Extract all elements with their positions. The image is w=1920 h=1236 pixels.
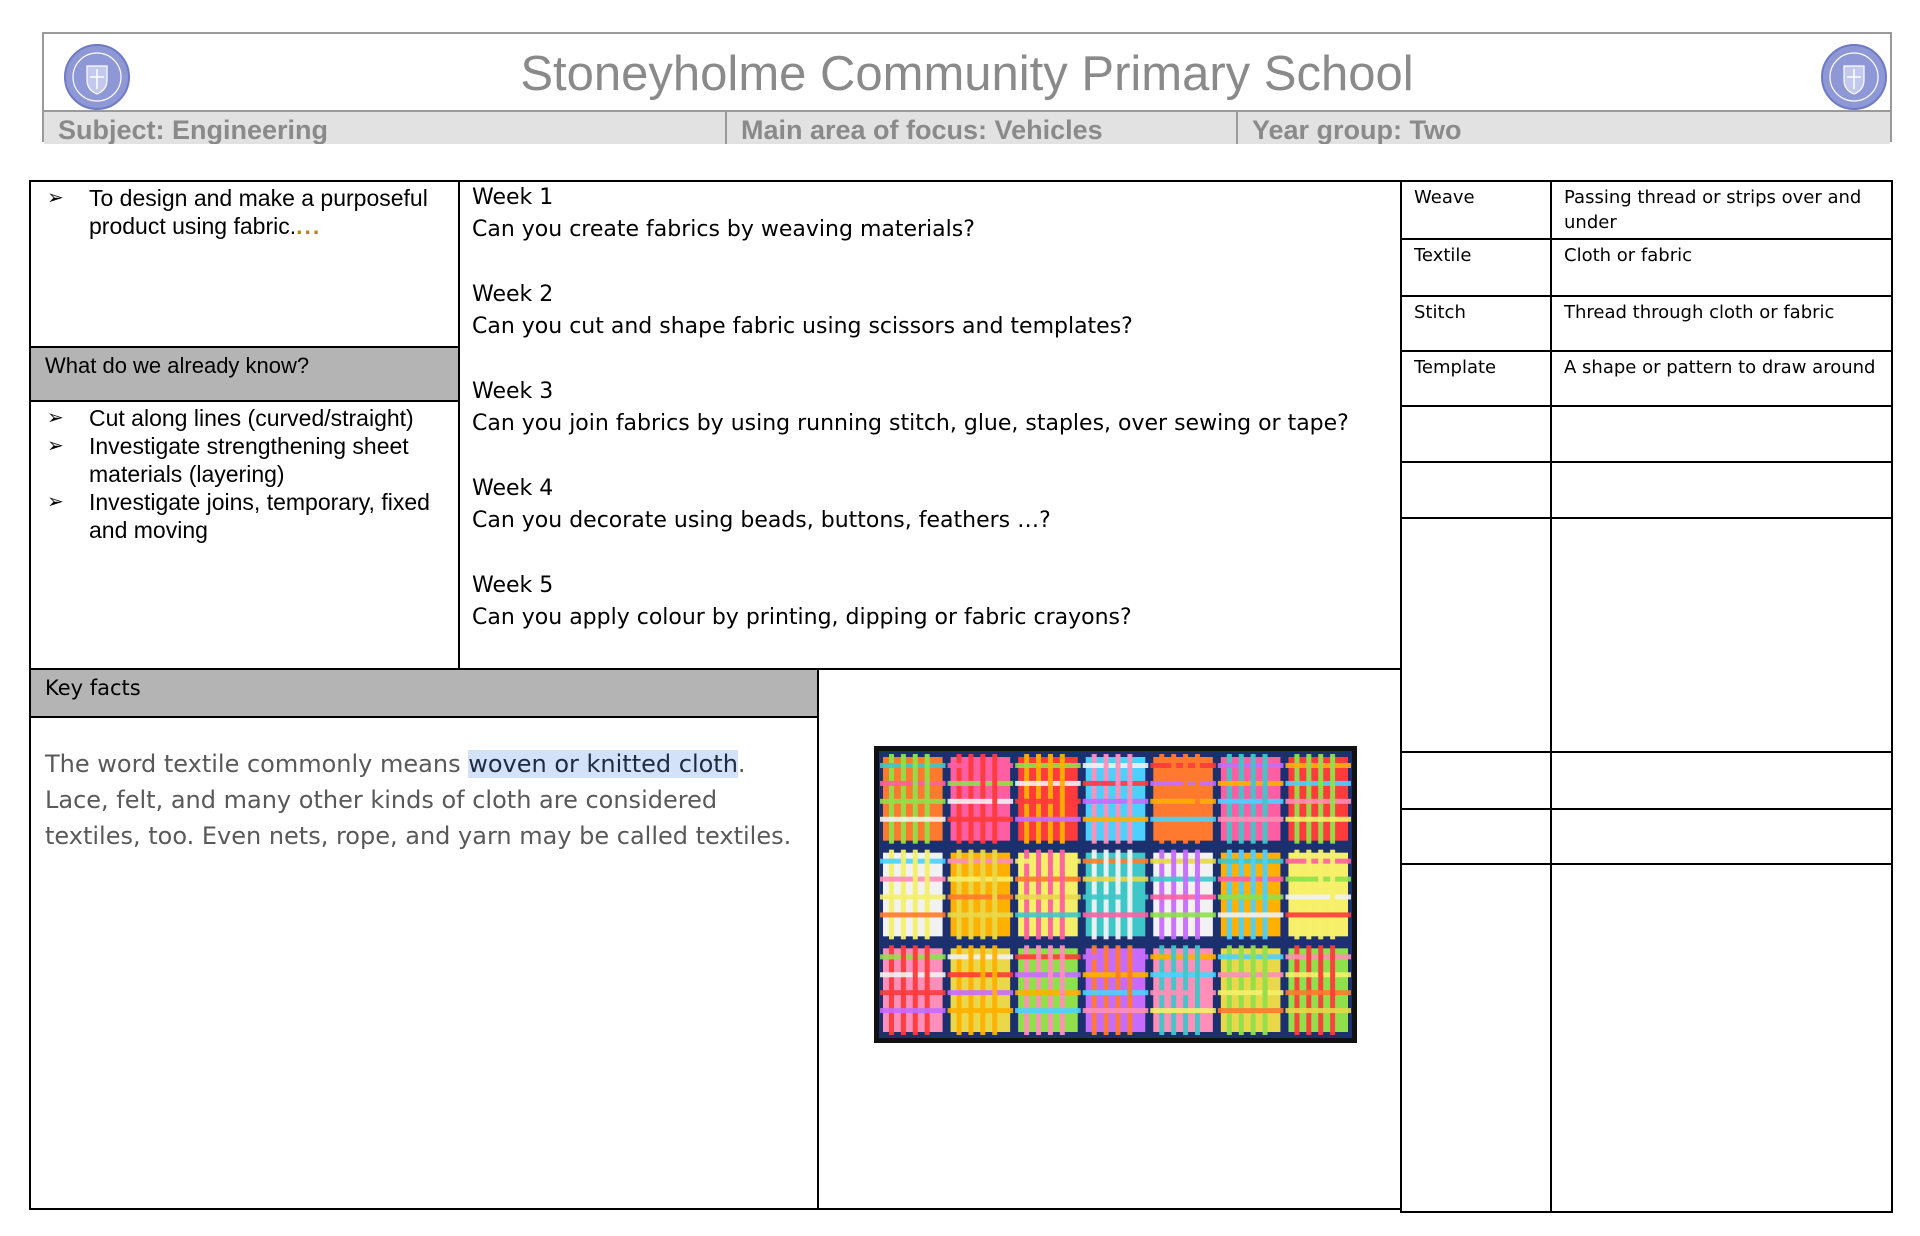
vocab-term [1401,462,1551,518]
week-label: Week 2 [472,282,554,307]
vocab-definition [1551,864,1892,1212]
weave-strip-vertical [980,945,985,1035]
weave-strip-horizontal [1218,799,1284,804]
week-block [472,570,1400,634]
weave-strip-horizontal [1218,763,1284,768]
key-facts-text: The word textile commonly means woven or knitted cloth. Lace, felt, and many other kinds of cloth are considered textiles, too. Even nets, rope, and yarn may be called textiles. [45,750,792,850]
weave-strip-vertical [1104,945,1109,1035]
weave-strip-vertical [1306,945,1311,1035]
week-block [472,279,1400,343]
vocab-definition: A shape or pattern to draw around [1551,351,1892,406]
weave-strip-vertical [1127,754,1132,844]
arrow-bullet-icon: ➢ [47,407,64,429]
week-block [472,182,1400,246]
weave-strip-horizontal [1150,799,1216,804]
weave-strip-horizontal [1015,990,1081,995]
spell-check-marker: ... [296,213,322,239]
weave-strip-vertical [925,850,930,940]
image-box [817,668,1402,1210]
weave-strip-vertical [1251,945,1256,1035]
weave-strip-horizontal [948,954,1014,959]
weave-strip-vertical [1195,850,1200,940]
weave-strip-horizontal [1150,990,1216,995]
weave-strip-horizontal [1218,972,1284,977]
weave-strip-horizontal [1285,799,1351,804]
vocab-definition [1551,518,1892,752]
weave-strip-horizontal [1218,895,1284,900]
week-label: Week 4 [472,476,554,501]
vocab-term [1401,809,1551,864]
weave-strip-horizontal [880,954,946,959]
vocab-definition: Thread through cloth or fabric [1551,296,1892,351]
weave-strip-horizontal [1285,1008,1351,1013]
weave-strip-horizontal [1218,877,1284,882]
list-item: ➢ Investigate joins, temporary, fixed and moving [47,489,430,543]
weave-strip-horizontal [1218,817,1284,822]
weave-strip-vertical [1127,945,1132,1035]
weave-strip-vertical [1330,754,1335,844]
table-row [1401,518,1892,752]
weave-strip-horizontal [1015,972,1081,977]
weave-strip-horizontal [1218,912,1284,917]
vocabulary-table [1400,180,1893,1213]
vocab-term [1401,752,1551,809]
weave-strip-vertical [1060,945,1065,1035]
weave-strip-horizontal [948,877,1014,882]
weave-strip-horizontal [948,990,1014,995]
vocab-definition: Cloth or fabric [1551,239,1892,296]
weave-strip-horizontal [1218,1008,1284,1013]
weave-strip-horizontal [1015,817,1081,822]
weave-strip-vertical [1239,945,1244,1035]
week-question: Can you join fabrics by using running stitch, glue, staples, over sewing or tape? [472,411,1349,436]
vocab-definition [1551,752,1892,809]
vocab-term: Template [1401,351,1551,406]
table-row [1401,351,1892,406]
weave-strip-vertical [1171,945,1176,1035]
weave-strip-vertical [901,945,906,1035]
weave-strip-horizontal [1015,799,1081,804]
week-label: Week 5 [472,573,554,598]
prior-knowledge-box [29,400,460,670]
objective-box [29,180,460,348]
list-item: ➢ Investigate strengthening sheet materials (layering) [47,433,409,487]
weave-strip-horizontal [1015,763,1081,768]
weave-strip-horizontal [1150,781,1216,786]
weave-strip-horizontal [1218,954,1284,959]
weave-strip-horizontal [1150,972,1216,977]
table-row [1401,462,1892,518]
weave-strip-vertical [1183,945,1188,1035]
week-block [472,376,1400,440]
vocab-definition [1551,462,1892,518]
weave-strip-horizontal [948,781,1014,786]
weave-strip-horizontal [1015,954,1081,959]
vocab-definition [1551,809,1892,864]
header-info-bar [44,110,1890,144]
weave-strip-vertical [1330,945,1335,1035]
weave-strip-horizontal [880,817,946,822]
weave-strip-vertical [1048,945,1053,1035]
page-header [42,32,1892,142]
vocab-term [1401,864,1551,1212]
weave-strip-horizontal [948,1008,1014,1013]
weave-strip-horizontal [1285,912,1351,917]
week-block [472,473,1400,537]
weave-strip-vertical [1195,945,1200,1035]
weave-strip-horizontal [1150,912,1216,917]
weave-strip-horizontal [1015,781,1081,786]
weave-strip-horizontal [1150,859,1216,864]
weave-strip-vertical [925,754,930,844]
weave-strip-horizontal [880,859,946,864]
arrow-bullet-icon: ➢ [47,491,64,513]
arrow-bullet-icon: ➢ [47,435,64,457]
weave-strip-horizontal [1015,1008,1081,1013]
vocab-term [1401,406,1551,462]
weave-strip-horizontal [1083,799,1149,804]
weave-strip-horizontal [948,817,1014,822]
weave-strip-horizontal [880,990,946,995]
arrow-bullet-icon: ➢ [47,187,64,209]
objective-item: ➢ To design and make a purposeful product using fabric.... [47,185,428,239]
table-row [1401,406,1892,462]
weave-strip-vertical [992,850,997,940]
prior-knowledge-list [31,404,458,544]
list-item: ➢ Cut along lines (curved/straight) [47,405,414,431]
weave-strip-horizontal [880,912,946,917]
weave-strip-horizontal [1083,1008,1149,1013]
year-group-label: Year group: Two [1252,115,1462,144]
table-row [1401,752,1892,809]
vocab-term: Textile [1401,239,1551,296]
school-crest-right-icon [1821,44,1887,110]
weave-strip-vertical [1060,850,1065,940]
weave-strip-horizontal [1218,781,1284,786]
weave-strip-horizontal [880,799,946,804]
weave-strip-vertical [1195,754,1200,844]
week-question: Can you cut and shape fabric using scissors and templates? [472,314,1133,339]
weave-strip-horizontal [1015,859,1081,864]
vocabulary-panel [1400,180,1893,1210]
weave-strip-horizontal [880,972,946,977]
school-name: Stoneyholme Community Primary School [520,47,1414,101]
weave-strip-horizontal [948,972,1014,977]
weave-strip-horizontal [1015,877,1081,882]
weave-strip-horizontal [880,781,946,786]
vocab-definition: Passing thread or strips over and under [1551,181,1892,239]
weave-strip-horizontal [1015,912,1081,917]
table-row [1401,864,1892,1212]
weave-strip-vertical [1330,850,1335,940]
weave-strip-horizontal [1083,895,1149,900]
weave-strip-horizontal [948,895,1014,900]
prior-knowledge-heading: What do we already know? [29,346,460,402]
week-label: Week 1 [472,185,554,210]
weave-strip-vertical [913,945,918,1035]
weave-strip-horizontal [880,1008,946,1013]
key-facts-box [29,716,819,1210]
week-label: Week 3 [472,379,554,404]
weave-strip-horizontal [948,859,1014,864]
weave-strip-vertical [1318,945,1323,1035]
table-row [1401,239,1892,296]
vocab-term [1401,518,1551,752]
weaving-artwork-image [874,746,1357,1043]
week-question: Can you apply colour by printing, dipping or fabric crayons? [472,605,1132,630]
weave-strip-horizontal [1150,895,1216,900]
weave-strip-vertical [1127,850,1132,940]
weave-strip-horizontal [1083,817,1149,822]
weave-strip-horizontal [948,912,1014,917]
weave-strip-horizontal [1150,954,1216,959]
objective-list [31,184,458,240]
weave-strip-horizontal [1218,990,1284,995]
weave-strip-horizontal [1285,895,1351,900]
weave-strip-vertical [1263,850,1268,940]
weave-strip-horizontal [948,799,1014,804]
subject-label: Subject: Engineering [44,112,727,144]
weave-strip-horizontal [880,877,946,882]
weave-strip-horizontal [880,763,946,768]
vocab-term: Stitch [1401,296,1551,351]
weave-strip-vertical [925,945,930,1035]
weave-strip-horizontal [1150,877,1216,882]
weekly-questions-box [458,180,1402,670]
vocab-definition [1551,406,1892,462]
weave-strip-horizontal [1150,763,1216,768]
weave-strip-horizontal [948,763,1014,768]
weave-strip-horizontal [1150,817,1216,822]
focus-label: Main area of focus: Vehicles [727,112,1238,144]
knowledge-organiser [29,180,1893,1210]
weave-strip-vertical [1263,754,1268,844]
vocab-term: Weave [1401,181,1551,239]
week-question: Can you decorate using beads, buttons, feathers …? [472,508,1051,533]
key-facts-heading: Key facts [29,668,819,718]
weave-strip-vertical [1263,945,1268,1035]
table-row [1401,181,1892,239]
weave-strip-horizontal [1015,895,1081,900]
weave-strip-horizontal [880,895,946,900]
weave-strip-horizontal [1285,990,1351,995]
weave-strip-horizontal [1083,912,1149,917]
weave-strip-horizontal [1083,990,1149,995]
weave-strip-vertical [1036,945,1041,1035]
table-row [1401,296,1892,351]
weave-strip-vertical [992,754,997,844]
weave-strip-vertical [992,945,997,1035]
table-row [1401,809,1892,864]
weave-strip-horizontal [1150,1008,1216,1013]
week-question: Can you create fabrics by weaving materials? [472,217,975,242]
highlighted-text: woven or knitted cloth [468,750,738,778]
weave-strip-vertical [1060,754,1065,844]
weave-strip-horizontal [1285,817,1351,822]
weave-strip-horizontal [1218,859,1284,864]
weave-strip-vertical [968,945,973,1035]
weave-strip-vertical [1116,945,1121,1035]
